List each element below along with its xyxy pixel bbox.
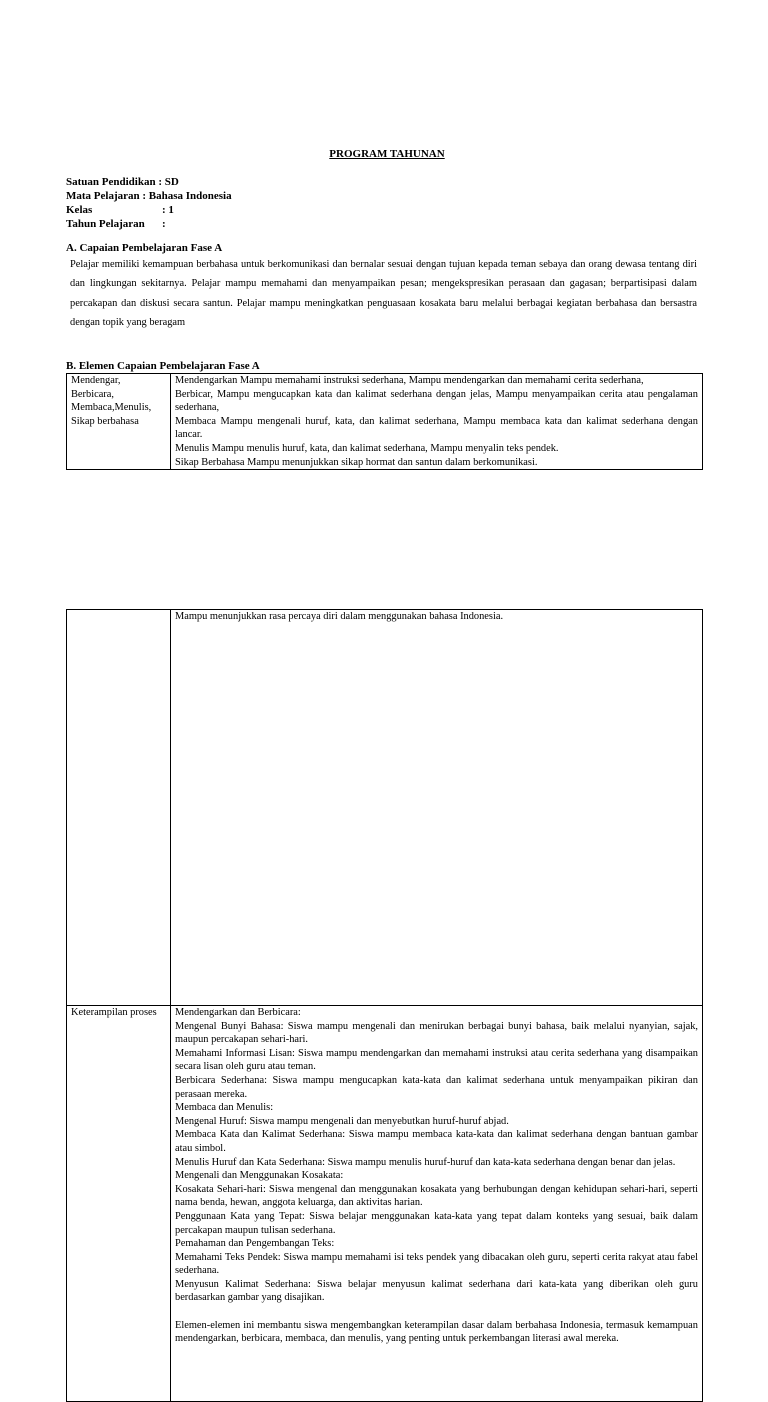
description-line: Membaca Mampu mengenali huruf, kata, dan kalimat sederhana, Mampu membaca kata dan kalimat sederhana dengan lancar. — [175, 415, 698, 441]
skill-paragraph: Membaca Kata dan Kalimat Sederhana: Siswa mampu membaca kata-kata dan kalimat sederhana dengan bantuan gambar atau simbol. — [175, 1129, 698, 1154]
skill-paragraph: Penggunaan Kata yang Tepat: Siswa belajar menggunakan kata-kata yang tepat dalam konteks yang sesuai, baik dalam percakapan maupun tulisan sederhana. — [175, 1210, 698, 1236]
element-names-cell: Mendengar, Berbicara, Membaca,Menulis, Sikap berbahasa — [67, 374, 171, 470]
meta-mapel: Mata Pelajaran : Bahasa Indonesia — [66, 190, 232, 202]
description-line: Berbicar, Mampu mengucapkan kata dan kalimat sederhana dengan jelas, Mampu menyampaikan cerita atau pengalaman sederhana, — [175, 388, 698, 414]
meta-tahun-label: Tahun Pelajaran — [66, 218, 145, 230]
skill-paragraph: Mendengarkan dan Berbicara: — [175, 1007, 301, 1018]
empty-cell — [67, 610, 171, 1006]
paragraph-gap — [175, 1305, 698, 1319]
description-line: Sikap Berbahasa Mampu menunjukkan sikap hormat dan santun dalam berkomunikasi. — [175, 456, 538, 468]
meta-tahun-value: : — [162, 218, 166, 230]
skill-paragraph: Berbicara Sederhana: Siswa mampu mengucapkan kata-kata dan kalimat sederhana untuk menyampaikan pikiran dan perasaan mereka. — [175, 1074, 698, 1100]
table-row — [67, 610, 703, 1006]
skill-paragraph: Mengenal Bunyi Bahasa: Siswa mampu mengenali dan menirukan berbagai bunyi bahasa, baik melalui nyanyian, sajak, maupun percakapan sehari-hari. — [175, 1020, 698, 1046]
skill-paragraph: Kosakata Sehari-hari: Siswa mengenal dan menggunakan kosakata yang berhubungan dengan kehidupan sehari-hari, seperti nama benda, hewan, anggota keluarga, dan aktivitas harian. — [175, 1183, 698, 1209]
skill-paragraph: Mengenal Huruf: Siswa mampu mengenali dan menyebutkan huruf-huruf abjad. — [175, 1115, 509, 1127]
skill-paragraph: Menyusun Kalimat Sederhana: Siswa belajar menyusun kalimat sederhana dari kata-kata yang diberikan oleh guru berdasarkan gambar yang disajikan. — [175, 1278, 698, 1304]
section-a-heading: A. Capaian Pembelajaran Fase A — [66, 242, 223, 254]
meta-kelas-label: Kelas — [66, 204, 93, 216]
skill-paragraph: Membaca dan Menulis: — [175, 1102, 274, 1114]
process-skills-cell — [171, 1006, 703, 1402]
description-line: Mendengarkan Mampu memahami instruksi sederhana, Mampu mendengarkan dan memahami cerita sederhana, — [175, 375, 644, 386]
closing-paragraph: Elemen-elemen ini membantu siswa mengembangkan keterampilan dasar dalam berbahasa Indonesia, termasuk kemampuan mendengarkan, berbicara, membaca, dan menulis, yang penting untuk perkembangan literasi awal mereka. — [175, 1319, 698, 1345]
meta-kelas-value: : 1 — [162, 204, 174, 216]
element-descriptions-cell — [171, 374, 703, 470]
process-skills-label: Keterampilan proses — [67, 1006, 171, 1402]
elements-table — [66, 373, 703, 470]
section-a-body: Pelajar memiliki kemampuan berbahasa untuk berkomunikasi dan bernalar sesuai dengan tujuan kepada teman sebaya dan orang dewasa tentang diri dan lingkungan sekitarnya. Pelajar mampu memahami dan menyampaikan pesan; mengekspresikan perasaan dan gagasan; berpartisipasi dalam percakapan dan diskusi secara santun. Pelajar mampu meningkatkan penguasaan kosakata baru melalui berbagai kegiatan berbahasa dan bersastra dengan topik yang beragam — [70, 259, 697, 329]
table-row — [67, 374, 703, 470]
skill-paragraph: Menulis Huruf dan Kata Sederhana: Siswa mampu menulis huruf-huruf dan kata-kata sederhana dengan benar dan jelas. — [175, 1156, 676, 1168]
meta-satuan: Satuan Pendidikan : SD — [66, 176, 179, 188]
section-b-heading: B. Elemen Capaian Pembelajaran Fase A — [66, 360, 260, 372]
document-meta — [66, 175, 232, 231]
skill-paragraph: Memahami Teks Pendek: Siswa mampu memahami isi teks pendek yang dibacakan oleh guru, seperti cerita rakyat atau fabel sederhana. — [175, 1251, 698, 1277]
skill-paragraph: Memahami Informasi Lisan: Siswa mampu mendengarkan dan memahami instruksi atau cerita sederhana yang disampaikan secara lisan oleh guru atau teman. — [175, 1047, 698, 1073]
skill-paragraph: Pemahaman dan Pengembangan Teks: — [175, 1238, 335, 1250]
table-row — [67, 1006, 703, 1402]
process-skills-table — [66, 609, 703, 1402]
document-title: PROGRAM TAHUNAN — [329, 148, 445, 160]
description-line: Menulis Mampu menulis huruf, kata, dan kalimat sederhana, Mampu menyalin teks pendek. — [175, 442, 559, 454]
confidence-cell: Mampu menunjukkan rasa percaya diri dalam menggunakan bahasa Indonesia. — [171, 610, 703, 1006]
skill-paragraph: Mengenali dan Menggunakan Kosakata: — [175, 1170, 344, 1182]
